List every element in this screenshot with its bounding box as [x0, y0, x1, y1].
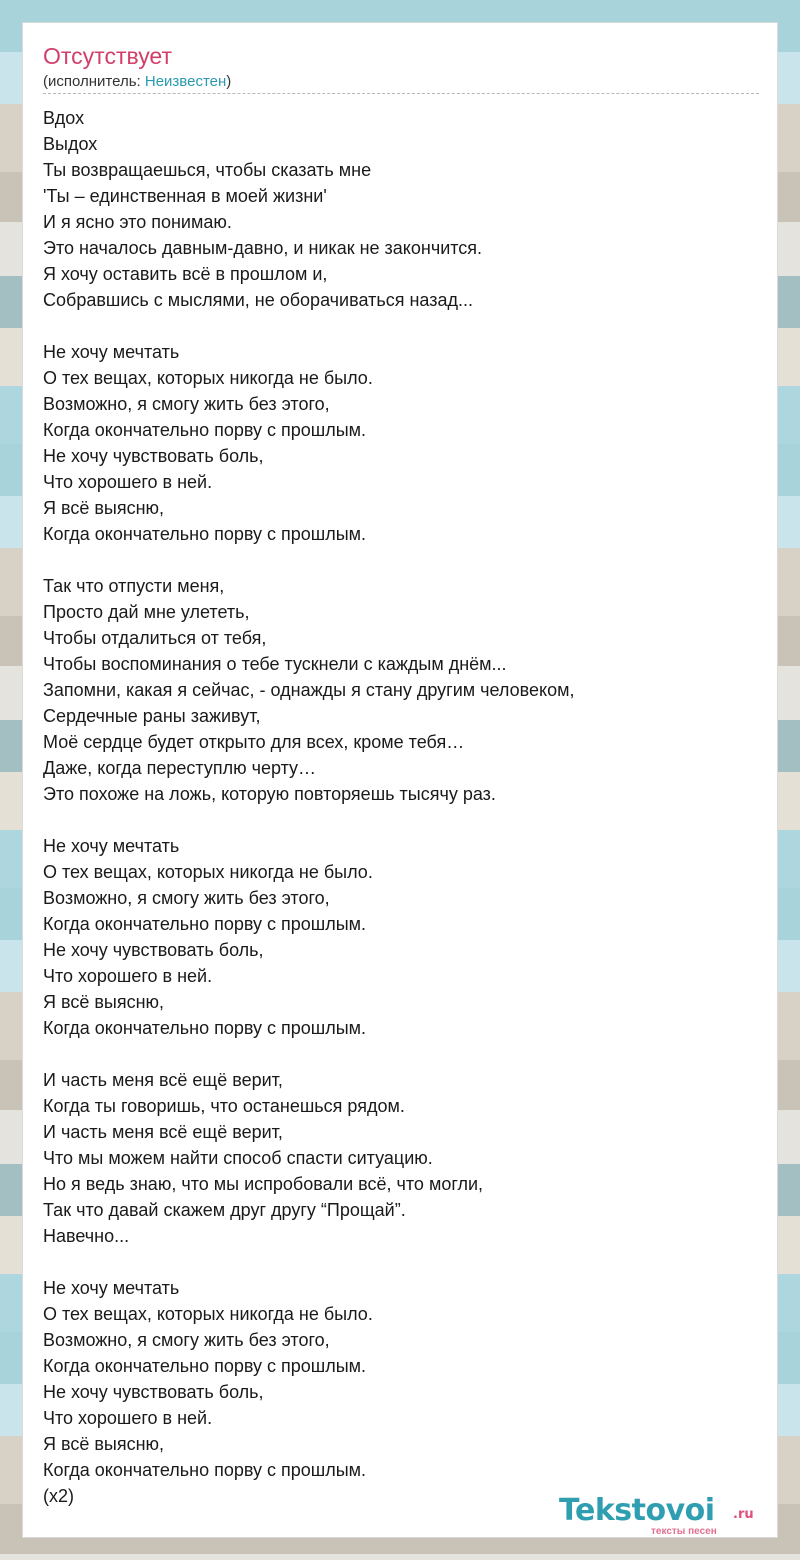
tekstovoi-logo[interactable]: [559, 1493, 769, 1537]
lyric-line: Запомни, какая я сейчас, - однажды я стану другим человеком,: [43, 680, 575, 700]
performer-close: ): [226, 73, 232, 90]
lyric-line: Чтобы отдалиться от тебя,: [43, 628, 267, 648]
lyric-line: Выдох: [43, 134, 98, 154]
lyric-line: Возможно, я смогу жить без этого,: [43, 888, 330, 908]
lyric-line: Это началось давным-давно, и никак не закончится.: [43, 238, 483, 258]
stanza-break: [43, 1041, 759, 1067]
performer-line: [43, 73, 231, 90]
lyric-line: Когда окончательно порву с прошлым.: [43, 1356, 367, 1376]
lyric-line: О тех вещах, которых никогда не было.: [43, 368, 373, 388]
lyric-line: Но я ведь знаю, что мы испробовали всё, что могли,: [43, 1174, 484, 1194]
lyric-line: Возможно, я смогу жить без этого,: [43, 1330, 330, 1350]
lyric-line: Так что давай скажем друг другу “Прощай”.: [43, 1200, 406, 1220]
logo-wordmark: Tekstovoi: [559, 1493, 715, 1528]
lyric-line: Что хорошего в ней.: [43, 966, 213, 986]
lyric-line: Не хочу чувствовать боль,: [43, 1382, 264, 1402]
lyric-line: Это похоже на ложь, которую повторяешь тысячу раз.: [43, 784, 496, 804]
lyric-line: Сердечные раны заживут,: [43, 706, 261, 726]
song-title: Отсутствует: [43, 43, 172, 69]
stanza-break: [43, 807, 759, 833]
lyric-line: (x2): [43, 1486, 74, 1506]
logo-tld: .ru: [733, 1507, 754, 1522]
lyric-line: Так что отпусти меня,: [43, 576, 225, 596]
lyric-line: Когда окончательно порву с прошлым.: [43, 914, 367, 934]
logo-tagline: тексты песен: [651, 1526, 717, 1537]
lyric-line: Что мы можем найти способ спасти ситуацию.: [43, 1148, 433, 1168]
lyric-line: Когда окончательно порву с прошлым.: [43, 1460, 367, 1480]
lyric-line: 'Ты – единственная в моей жизни': [43, 186, 327, 206]
lyric-line: Не хочу чувствовать боль,: [43, 940, 264, 960]
stanza-break: [43, 313, 759, 339]
lyric-line: Когда окончательно порву с прошлым.: [43, 420, 367, 440]
lyric-line: Когда ты говоришь, что останешься рядом.: [43, 1096, 405, 1116]
lyric-line: Моё сердце будет открыто для всех, кроме тебя…: [43, 732, 465, 752]
lyric-line: Когда окончательно порву с прошлым.: [43, 524, 367, 544]
lyric-line: Чтобы воспоминания о тебе тускнели с каждым днём...: [43, 654, 507, 674]
performer-label: (исполнитель:: [43, 73, 145, 90]
lyric-line: Не хочу мечтать: [43, 342, 180, 362]
lyric-line: Не хочу чувствовать боль,: [43, 446, 264, 466]
lyric-line: И я ясно это понимаю.: [43, 212, 232, 232]
lyrics-text: [43, 105, 759, 1509]
lyric-line: Не хочу мечтать: [43, 1278, 180, 1298]
lyric-line: Я хочу оставить всё в прошлом и,: [43, 264, 328, 284]
lyrics-card: [22, 22, 778, 1538]
lyric-line: Даже, когда переступлю черту…: [43, 758, 317, 778]
stanza-break: [43, 1249, 759, 1275]
lyric-line: Возможно, я смогу жить без этого,: [43, 394, 330, 414]
lyric-line: О тех вещах, которых никогда не было.: [43, 1304, 373, 1324]
dashed-divider: [43, 93, 759, 94]
lyric-line: Просто дай мне улететь,: [43, 602, 250, 622]
lyric-line: Что хорошего в ней.: [43, 1408, 213, 1428]
lyric-line: Я всё выясню,: [43, 498, 165, 518]
lyric-line: Навечно...: [43, 1226, 130, 1246]
lyric-line: Вдох: [43, 108, 85, 128]
lyric-line: И часть меня всё ещё верит,: [43, 1122, 283, 1142]
lyric-line: Что хорошего в ней.: [43, 472, 213, 492]
lyric-line: И часть меня всё ещё верит,: [43, 1070, 283, 1090]
lyric-line: О тех вещах, которых никогда не было.: [43, 862, 373, 882]
lyric-line: Я всё выясню,: [43, 992, 165, 1012]
stanza-break: [43, 547, 759, 573]
lyric-line: Когда окончательно порву с прошлым.: [43, 1018, 367, 1038]
lyric-line: Я всё выясню,: [43, 1434, 165, 1454]
lyric-line: Ты возвращаешься, чтобы сказать мне: [43, 160, 372, 180]
lyric-line: Не хочу мечтать: [43, 836, 180, 856]
lyric-line: Собравшись с мыслями, не оборачиваться назад...: [43, 290, 473, 310]
performer-link[interactable]: Неизвестен: [144, 73, 227, 90]
